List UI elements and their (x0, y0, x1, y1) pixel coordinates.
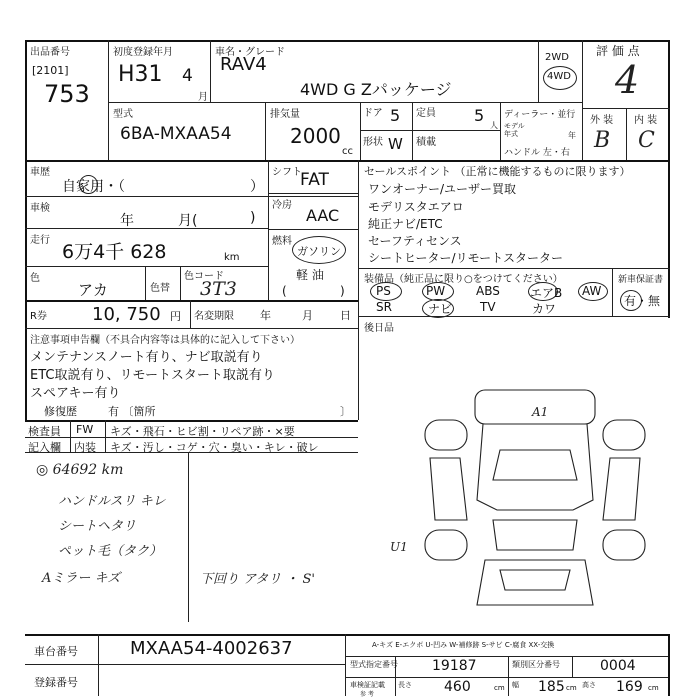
color-label: 色 (30, 273, 40, 284)
capacity-value: 5 (474, 106, 485, 125)
equip-aw: AW (582, 284, 602, 298)
capacity-label: 定員 (416, 108, 436, 119)
fuel-gasoline: ガソリン (297, 245, 341, 258)
diagram-mark-a1: A1 (532, 405, 549, 419)
fuel-diesel: 軽 油 (296, 268, 324, 282)
drive-2wd: 2WD (545, 52, 569, 63)
inspector-fw-label: FW (76, 423, 94, 436)
ext-label: 外 装 (590, 115, 614, 126)
name-change-label: 名変期限 (194, 311, 234, 322)
repair-label: 修復歴 (44, 405, 77, 418)
equip-airbag: エアB (530, 286, 563, 300)
load-label: 積載 (416, 137, 436, 148)
equip-sr: SR (376, 300, 392, 314)
shape-label: 形状 (363, 137, 383, 148)
equip-ps: PS (376, 284, 391, 298)
car-label: 車名・グレード (215, 47, 285, 58)
repair-close: 〕 (340, 405, 351, 418)
sales-point-2: モデリスタエアロ (368, 200, 464, 214)
inspection-year: 年 (120, 213, 134, 229)
class-value: 0004 (600, 658, 636, 674)
sales-point-1: ワンオーナー/ユーザー買取 (368, 182, 517, 196)
first-reg-label: 初度登録年月 (113, 47, 173, 58)
history-label: 車歴 (30, 167, 50, 178)
capacity-unit: 人 (490, 121, 498, 130)
notes-line-3: スペアキー有り (30, 386, 121, 401)
equip-navi: ナビ (428, 302, 453, 316)
handwritten-note-4: Aミラー キズ (42, 571, 121, 586)
color-code: 3T3 (200, 278, 237, 300)
model-label: 型式 (113, 109, 133, 120)
displacement-label: 排気量 (270, 109, 300, 120)
shift-label: シフト (272, 167, 302, 178)
history-value: 自家用・（ (62, 179, 125, 195)
fuel-label: 燃料 (272, 236, 292, 247)
color-change-label: 色替 (150, 283, 170, 294)
equipment-label: 装備品（純正品に限り○をつけてください） (364, 274, 563, 285)
repair-value: 有 〔箇所 (108, 405, 156, 418)
handle-label: ハンドル 左・右 (504, 148, 570, 158)
doors-value: 5 (390, 106, 401, 125)
notes-label: 注意事項申告欄（不具合内容等は具体的に記入して下さい） (30, 335, 300, 346)
year-label: 年式 (504, 130, 518, 138)
registration-label: 登録番号 (34, 676, 78, 689)
name-change-year: 年 (260, 309, 271, 322)
recycle-label: R券 (30, 311, 47, 322)
name-change-month: 月 (302, 309, 313, 322)
sales-point-3: 純正ナビ/ETC (368, 217, 443, 231)
ac-value: AAC (306, 206, 340, 225)
chassis-value: MXAA54-4002637 (130, 638, 293, 659)
history-close: ） (250, 179, 264, 195)
handwritten-note-2: シートヘタリ (58, 519, 137, 534)
type-cert-value: 19187 (432, 658, 477, 674)
int-grade: C (638, 128, 655, 153)
ac-label: 冷房 (272, 200, 292, 211)
drive-4wd: 4WD (547, 71, 571, 82)
doors-label: ドア (363, 108, 383, 119)
inspector-entry-label: 記入欄 (28, 441, 61, 454)
height-value: 169 (616, 679, 643, 695)
year-unit: 年 (568, 131, 576, 140)
sales-point-5: シートヒーター/リモートスターター (368, 251, 563, 265)
inspector-label: 検査員 (28, 425, 61, 438)
mileage-unit: km (224, 252, 240, 263)
shift-value: FAT (300, 170, 329, 190)
chassis-label: 車台番号 (34, 645, 78, 658)
ext-grade: B (594, 128, 611, 153)
int-label: 内 装 (634, 115, 658, 126)
inspection-label: 車検 (30, 203, 50, 214)
after-items-label: 後日品 (364, 323, 394, 334)
fuel-paren-open: ( (282, 284, 287, 298)
handwritten-note-3: ペット毛（タク） (58, 544, 163, 559)
car-name: RAV4 (220, 54, 267, 75)
width-unit: cm (566, 684, 577, 692)
inspection-month: 月( (178, 213, 198, 229)
color-code-label: 色コード (184, 271, 224, 282)
dims-label: 車検証記載 (350, 681, 385, 689)
grade-label: 評 価 点 (596, 44, 640, 58)
inspector-int-items: キズ・汚し・コゲ・穴・臭い・キレ・破レ (110, 441, 319, 454)
type-cert-label: 型式指定番号 (350, 660, 398, 669)
dealer-label: ディーラー・並行 (504, 110, 576, 120)
sales-point-4: セーフティセンス (368, 234, 462, 248)
width-value: 185 (538, 679, 565, 695)
color-value: アカ (78, 281, 108, 299)
mileage-label: 走行 (30, 235, 50, 246)
handwritten-note-5: 下回り アタリ ・ S' (200, 572, 315, 587)
length-label: 長さ (398, 681, 412, 689)
new-warranty-label: 新車保証書 (618, 275, 664, 285)
sales-points-label: セールスポイント （正常に機能するものに限ります） (364, 165, 631, 178)
first-reg-month: 4 (182, 66, 193, 86)
notes-line-2: ETC取説有り、リモートスタート取説有り (30, 368, 275, 383)
inspector-int-label: 内装 (74, 441, 96, 454)
damage-legend: A-キズ E-エクボ U-凹み W-補修跡 S-サビ C-腐食 XX-交換 (372, 641, 555, 649)
shape-value: W (388, 135, 403, 153)
height-unit: cm (648, 684, 659, 692)
displacement-value: 2000 (290, 124, 341, 148)
handwritten-note-1: ハンドルスリ キレ (58, 494, 166, 509)
equip-leather: カワ (532, 302, 557, 316)
name-change-day: 日 (340, 309, 351, 322)
first-reg-era: H31 (118, 62, 163, 87)
mileage-value: 6万4千 628 (62, 241, 167, 263)
class-label: 類別区分番号 (512, 660, 560, 669)
lot-label: 出品番号 (30, 47, 70, 58)
lot-code: [2101] (32, 64, 69, 77)
inspection-close: ) (250, 210, 256, 226)
diagram-mark-u1: U1 (390, 540, 408, 554)
inspector-fw-items: キズ・飛石・ヒビ割・リペア跡・×要 (110, 425, 295, 438)
model-value: 6BA-MXAA54 (120, 124, 232, 144)
grade-score: 4 (615, 58, 640, 102)
height-label: 高さ (582, 681, 596, 689)
width-label: 幅 (512, 681, 519, 689)
notes-line-1: メンテナンスノート有り、ナビ取説有り (30, 350, 263, 365)
recycle-unit: 円 (170, 310, 181, 323)
equip-abs: ABS (476, 284, 500, 298)
new-warranty-value: 有・無 (624, 294, 661, 308)
equip-tv: TV (480, 300, 496, 314)
length-value: 460 (444, 679, 471, 695)
dims-ref: 参 考 (360, 691, 374, 698)
displacement-unit: cc (342, 146, 353, 157)
model-year-label: モデル (504, 122, 525, 130)
handwritten-odometer: ◎ 64692 km (36, 462, 124, 478)
first-reg-month-unit: 月 (198, 92, 208, 103)
length-unit: cm (494, 684, 505, 692)
lot-number: 753 (44, 80, 90, 108)
recycle-value: 10, 750 (92, 304, 161, 325)
car-grade: 4WD G Zパッケージ (300, 80, 452, 99)
fuel-paren-close: ) (340, 284, 345, 298)
equip-pw: PW (426, 284, 446, 298)
